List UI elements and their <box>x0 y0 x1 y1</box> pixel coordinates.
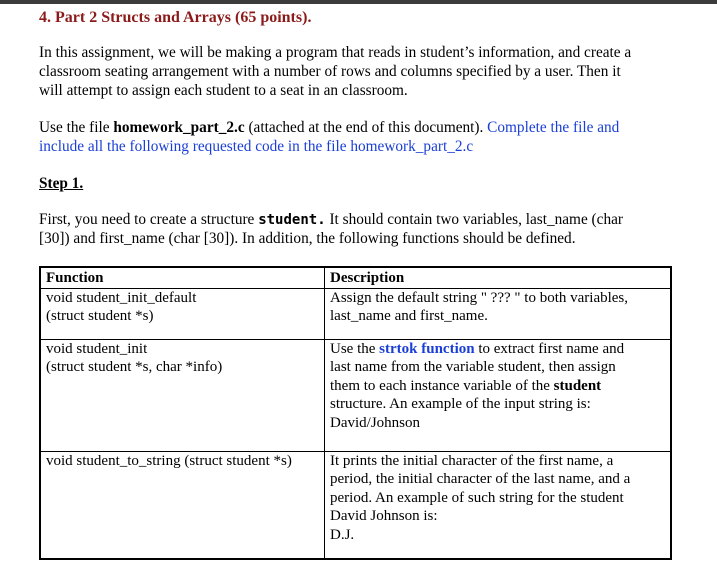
function-cell <box>40 339 325 451</box>
file-prefix: Use the file <box>39 119 114 136</box>
header-description: Description <box>325 267 672 288</box>
table-row <box>40 339 671 451</box>
description-line: David/Johnson <box>330 414 420 431</box>
description-text: Use the <box>330 340 380 357</box>
function-table <box>39 266 672 560</box>
description-line: D.J. <box>330 526 355 543</box>
description-line: period. An example of such string for the student <box>330 489 624 506</box>
file-paragraph <box>39 119 619 157</box>
top-border <box>0 0 717 4</box>
instruction-blue-2: include all the following requested code in the file homework_part_2.c <box>39 137 474 155</box>
table-header-row <box>40 267 671 288</box>
intro-line-3: will attempt to assign each student to a seat in an classroom. <box>39 81 408 99</box>
function-cell <box>40 288 325 339</box>
intro-line-1: In this assignment, we will be making a program that reads in student’s information, and create a <box>39 44 632 61</box>
section-heading: 4. Part 2 Structs and Arrays (65 points). <box>39 9 312 26</box>
description-text: them to each instance variable of the <box>330 377 554 394</box>
step-paragraph <box>39 211 623 249</box>
filename: homework_part_2.c <box>113 119 245 136</box>
table-row <box>40 451 671 559</box>
table-row <box>40 288 671 339</box>
step-title: Step 1. <box>39 175 84 192</box>
step-prefix: First, you need to create a structure <box>39 211 259 228</box>
function-line: void student_to_string (struct student *s) <box>46 452 292 469</box>
description-line: last_name and first_name. <box>330 308 488 325</box>
description-cell <box>325 451 672 559</box>
description-line: David Johnson is: <box>330 508 438 525</box>
strtok-function-link: strtok function <box>379 340 475 357</box>
function-line: (struct student *s, char *info) <box>46 359 223 376</box>
intro-line-2: classroom seating arrangement with a number of rows and columns specified by a user. Then it <box>39 62 621 80</box>
function-cell <box>40 451 325 559</box>
header-function: Function <box>40 267 325 288</box>
description-line: period, the initial character of the last name, and a <box>330 471 631 488</box>
student-keyword: student <box>553 377 602 394</box>
step-rest-1: It should contain two variables, last_name (char <box>325 211 623 228</box>
description-line: last name from the variable student, then assign <box>330 359 616 376</box>
intro-paragraph <box>39 44 631 100</box>
description-line: It prints the initial character of the first name, a <box>330 452 614 469</box>
description-line: structure. An example of the input string is: <box>330 396 591 413</box>
function-line: void student_init <box>46 340 148 357</box>
description-text: to extract first name and <box>474 340 625 357</box>
description-cell <box>325 339 672 451</box>
step-line-2: [30]) and first_name (char [30]). In addition, the following functions should be defined. <box>39 229 576 247</box>
description-cell <box>325 288 672 339</box>
function-line: (struct student *s) <box>46 308 154 325</box>
struct-name: student. <box>258 212 326 228</box>
file-middle: (attached at the end of this document). <box>244 119 488 136</box>
function-line: void student_init_default <box>46 289 197 306</box>
description-line: Assign the default string " ??? " to both variables, <box>330 289 629 306</box>
instruction-blue-1: Complete the file and <box>487 119 620 136</box>
